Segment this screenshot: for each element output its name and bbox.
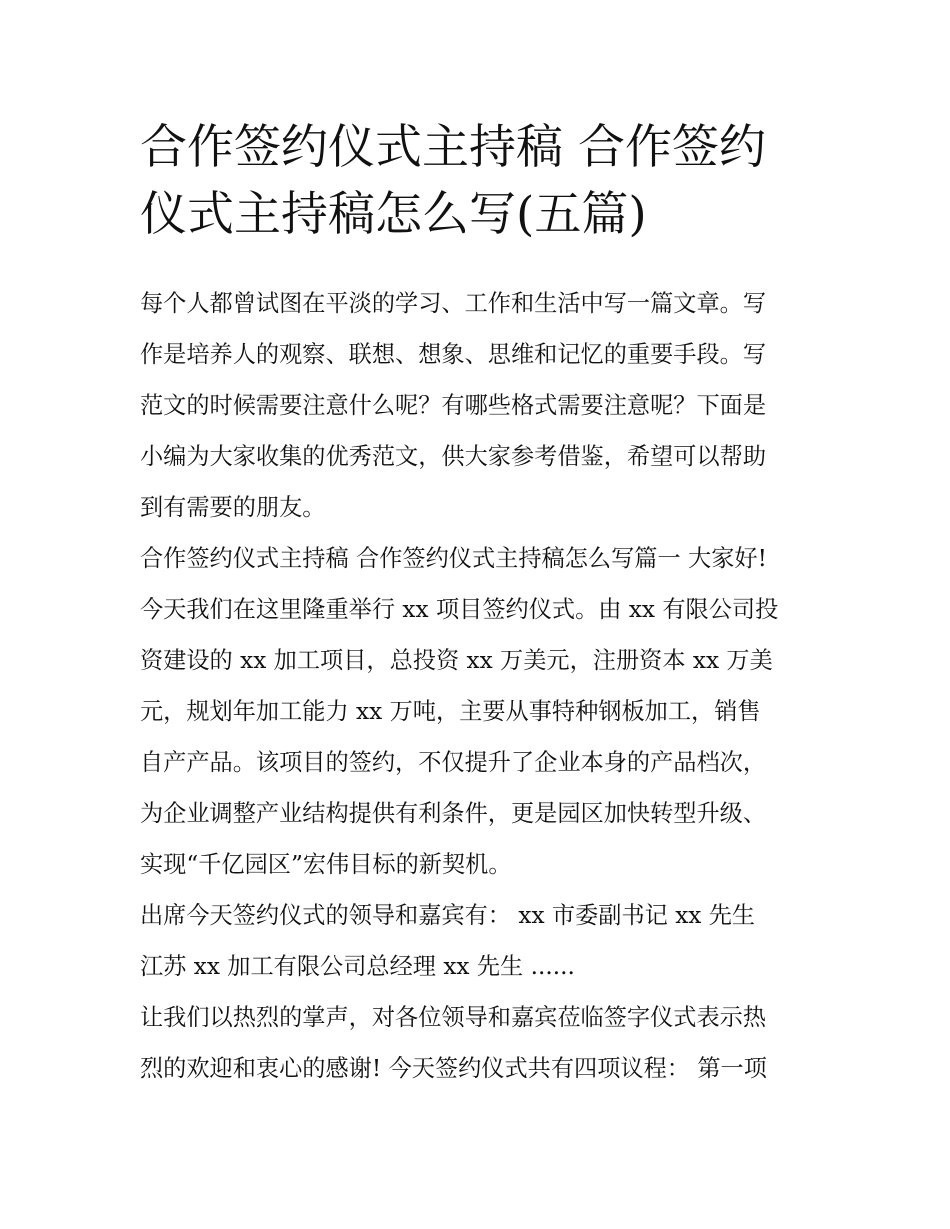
body-line: 出席今天签约仪式的领导和嘉宾有： xx 市委副书记 xx 先生	[140, 902, 756, 929]
body-line: 让我们以热烈的掌声，对各位领导和嘉宾莅临签字仪式表示热	[140, 1004, 767, 1031]
body-line: 范文的时候需要注意什么呢？有哪些格式需要注意呢？下面是	[140, 392, 767, 419]
document-body	[140, 278, 820, 1094]
body-line: 元，规划年加工能力 xx 万吨，主要从事特种钢板加工，销售	[140, 698, 761, 725]
body-line: 每个人都曾试图在平淡的学习、工作和生活中写一篇文章。写	[140, 290, 767, 317]
body-line: 实现“千亿园区”宏伟目标的新契机。	[140, 851, 512, 878]
body-line: 自产产品。该项目的签约，不仅提升了企业本身的产品档次，	[140, 749, 767, 776]
title-line-1: 合作签约仪式主持稿 合作签约	[140, 120, 766, 175]
body-line: 到有需要的朋友。	[140, 494, 326, 521]
body-line: 作是培养人的观察、联想、想象、思维和记忆的重要手段。写	[140, 341, 767, 368]
body-line: 今天我们在这里隆重举行 xx 项目签约仪式。由 xx 有限公司投	[140, 596, 779, 623]
title-line-2: 仪式主持稿怎么写(五篇)	[140, 187, 647, 242]
body-line: 资建设的 xx 加工项目，总投资 xx 万美元，注册资本 xx 万美	[140, 647, 773, 674]
body-line: 江苏 xx 加工有限公司总经理 xx 先生 ......	[140, 953, 575, 980]
body-line: 合作签约仪式主持稿 合作签约仪式主持稿怎么写篇一 大家好!	[140, 545, 767, 572]
document-title	[140, 114, 820, 248]
body-line: 烈的欢迎和衷心的感谢! 今天签约仪式共有四项议程： 第一项	[140, 1055, 767, 1082]
body-line: 小编为大家收集的优秀范文，供大家参考借鉴，希望可以帮助	[140, 443, 767, 470]
body-line: 为企业调整产业结构提供有利条件，更是园区加快转型升级、	[140, 800, 767, 827]
